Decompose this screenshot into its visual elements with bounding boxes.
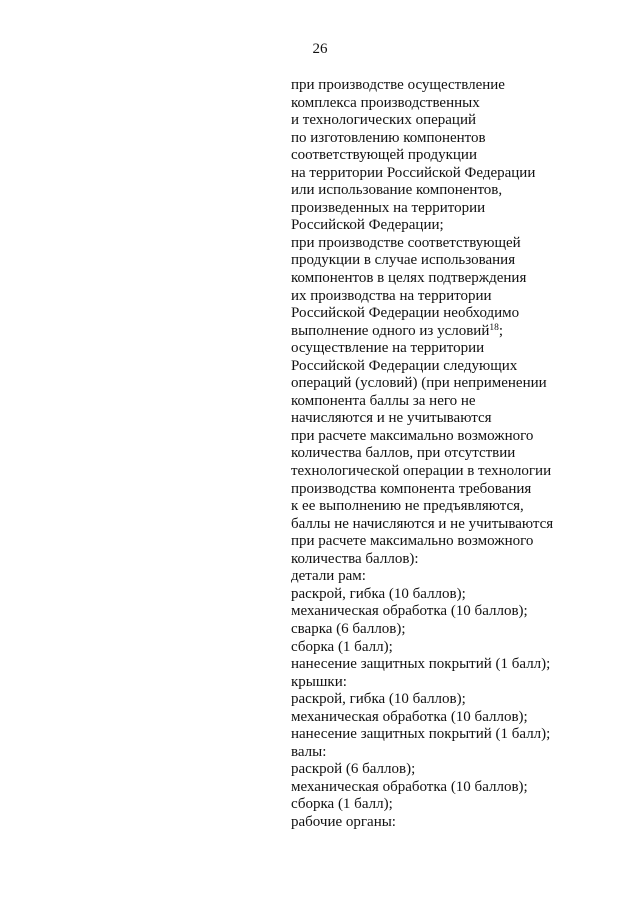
text-line [291,200,621,218]
text-line [291,252,621,270]
text-line [291,77,621,95]
text-line [291,147,621,165]
text-line-content: механическая обработка (10 баллов); [291,603,528,620]
text-line-content: комплекса производственных [291,94,480,111]
text-line-content: начисляются и не учитываются [291,410,492,427]
text-line [291,761,621,779]
text-line [291,498,621,516]
text-line [291,217,621,235]
text-line [291,674,621,692]
text-line-content: рабочие органы: [291,813,396,830]
text-line [291,621,621,639]
text-line-content: технологической операции в технологии [291,463,552,480]
text-line [291,112,621,130]
text-line-content: при расчете максимально возможного [291,427,534,444]
text-line [291,481,621,499]
text-line [291,656,621,674]
text-line [291,779,621,797]
text-line [291,691,621,709]
text-line-content: раскрой (6 баллов); [291,761,416,778]
text-line-content: осуществление на территории [291,340,485,357]
text-line-content: при расчете максимально возможного [291,533,534,550]
text-line [291,165,621,183]
text-line [291,235,621,253]
text-line-content: детали рам: [291,568,366,585]
text-line [291,796,621,814]
text-line-content: раскрой, гибка (10 баллов); [291,585,466,602]
text-line [291,814,621,832]
text-line [291,744,621,762]
text-line-content: Российской Федерации необходимо [291,305,520,322]
text-line-content: механическая обработка (10 баллов); [291,708,528,725]
text-line [291,375,621,393]
text-line [291,270,621,288]
text-line-content: нанесение защитных покрытий (1 балл); [291,656,551,673]
text-line-content: Российской Федерации следующих [291,357,518,374]
text-line-content: их производства на территории [291,287,492,304]
text-line-content: компонентов в целях подтверждения [291,270,527,287]
text-line-content: количества баллов, при отсутствии [291,445,516,462]
text-line-content: сборка (1 балл); [291,638,393,655]
footnote-reference: 18 [489,322,499,333]
text-line [291,445,621,463]
text-line [291,428,621,446]
text-line [291,603,621,621]
text-line-content: компонента баллы за него не [291,392,476,409]
text-line-content: продукции в случае использования [291,252,516,269]
text-line-content: валы: [291,743,327,760]
text-line [291,726,621,744]
text-line [291,340,621,358]
text-line-content: раскрой, гибка (10 баллов); [291,691,466,708]
text-line-content: операций (условий) (при неприменении [291,375,547,392]
text-line-content: на территории Российской Федерации [291,164,536,181]
text-line [291,551,621,569]
text-line [291,130,621,148]
text-line-content: при производстве соответствующей [291,234,521,251]
text-line [291,393,621,411]
text-line [291,639,621,657]
text-line [291,568,621,586]
page-number: 26 [312,41,328,57]
text-line-content: сварка (6 баллов); [291,620,406,637]
text-line-content: выполнение одного из условий [291,322,490,339]
text-line [291,533,621,551]
text-line [291,288,621,306]
text-line-content: произведенных на территории [291,199,486,216]
text-line [291,410,621,428]
text-line [291,463,621,481]
text-line-content: крышки: [291,673,347,690]
text-line [291,305,621,323]
text-line-content: Российской Федерации; [291,217,444,234]
text-line [291,358,621,376]
text-line [291,182,621,200]
text-line-content: производства компонента требования [291,480,532,497]
text-line [291,95,621,113]
text-line [291,709,621,727]
text-line-punctuation: ; [498,322,504,339]
text-line-content: при производстве осуществление [291,77,505,93]
text-line-content: и технологических операций [291,112,477,129]
text-line [291,516,621,534]
text-line-content: или использование компонентов, [291,182,503,199]
document-body-text [291,77,621,832]
text-line-content: к ее выполнению не предъявляются, [291,498,524,515]
text-line [291,323,621,341]
text-line-content: механическая обработка (10 баллов); [291,778,528,795]
text-line-content: баллы не начисляются и не учитываются [291,515,554,532]
text-line-content: количества баллов): [291,550,419,567]
text-line-content: сборка (1 балл); [291,796,393,813]
text-line-content: по изготовлению компонентов [291,129,486,146]
text-line-content: соответствующей продукции [291,147,477,164]
text-line [291,586,621,604]
text-line-content: нанесение защитных покрытий (1 балл); [291,726,551,743]
